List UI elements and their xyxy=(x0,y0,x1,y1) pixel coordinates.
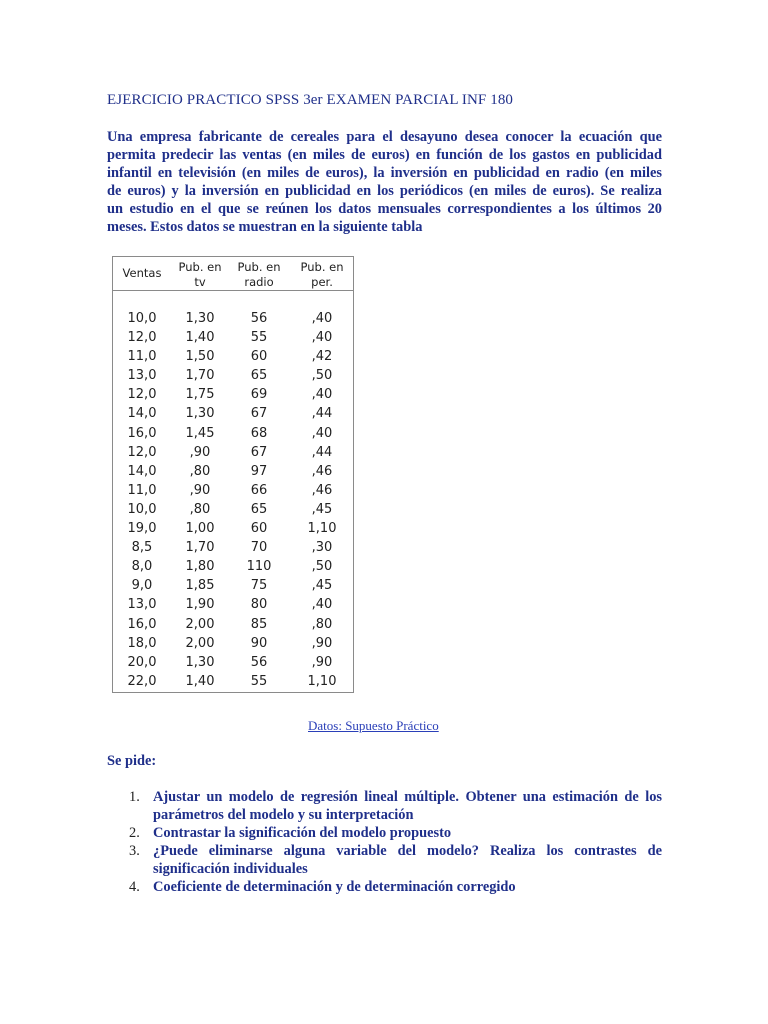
table-cell: 56 xyxy=(250,311,268,326)
table-cell: 11,0 xyxy=(127,349,157,365)
table-body xyxy=(113,309,353,691)
intro-line: de euros) y la inversión en publicidad en los periódicos (en miles de euros). Se realiza xyxy=(107,183,662,199)
table-cell: 1,40 xyxy=(185,673,215,689)
task-item xyxy=(107,788,662,824)
table-row xyxy=(113,481,353,500)
table-cell: 1,90 xyxy=(185,597,215,613)
table-header xyxy=(113,257,353,291)
task-number: 1. xyxy=(129,789,140,805)
table-cell: ,90 xyxy=(189,444,211,460)
task-text: significación individuales xyxy=(153,861,308,877)
intro-line: un estudio en el que se reúnen los datos mensuales correspondientes a los últimos 20 xyxy=(107,201,662,217)
table-cell: 1,40 xyxy=(185,330,215,346)
table-cell: ,30 xyxy=(311,540,333,556)
table-row xyxy=(113,424,353,443)
table-row xyxy=(113,462,353,481)
table-row xyxy=(113,500,353,519)
table-cell: ,44 xyxy=(311,444,333,460)
table-cell: ,90 xyxy=(189,482,211,498)
table-cell: 75 xyxy=(250,578,268,594)
table-cell: ,40 xyxy=(311,387,333,403)
table-cell: 16,0 xyxy=(127,425,157,441)
table-cell: 90 xyxy=(250,635,268,651)
table-cell: 9,0 xyxy=(131,578,153,594)
table-cell: ,40 xyxy=(311,597,333,613)
task-number: 2. xyxy=(129,825,140,841)
table-cell: 12,0 xyxy=(127,444,157,460)
table-cell: 1,30 xyxy=(185,654,215,670)
table-cell: ,50 xyxy=(311,559,333,575)
task-list xyxy=(107,788,662,896)
table-cell: 11,0 xyxy=(127,482,157,498)
table-cell: ,40 xyxy=(311,425,333,441)
table-row xyxy=(113,328,353,347)
table-cell: 12,0 xyxy=(127,330,157,346)
table-cell: 1,70 xyxy=(185,368,215,384)
data-link[interactable]: Datos: Supuesto Práctico xyxy=(308,718,439,733)
intro-line: meses. Estos datos se muestran en la siguiente tabla xyxy=(107,219,423,235)
table-cell: 20,0 xyxy=(127,654,157,670)
table-cell: 65 xyxy=(250,501,268,517)
task-text: parámetros del modelo y su interpretación xyxy=(153,807,414,823)
table-row xyxy=(113,538,353,557)
table-cell: 16,0 xyxy=(127,616,157,632)
table-cell: 1,70 xyxy=(185,540,215,556)
table-cell: 1,10 xyxy=(307,521,337,537)
table-cell: 1,10 xyxy=(307,673,337,689)
task-item xyxy=(107,878,662,896)
table-row xyxy=(113,615,353,634)
table-row xyxy=(113,519,353,538)
table-cell: 67 xyxy=(250,444,268,460)
intro-line: Una empresa fabricante de cereales para el desayuno desea conocer la ecuación que xyxy=(107,129,662,145)
table-cell: 13,0 xyxy=(127,368,157,384)
table-cell: 110 xyxy=(246,559,272,575)
table-cell: ,40 xyxy=(311,330,333,346)
table-cell: ,46 xyxy=(311,482,333,498)
table-cell: 1,00 xyxy=(185,521,215,537)
table-cell: 10,0 xyxy=(127,501,157,517)
intro-paragraph xyxy=(107,128,662,236)
table-cell: 1,75 xyxy=(185,387,215,403)
se-pide-heading: Se pide: xyxy=(107,753,157,769)
table-cell: 70 xyxy=(250,540,268,556)
table-cell: 1,30 xyxy=(185,406,215,422)
table-row xyxy=(113,347,353,366)
table-row xyxy=(113,443,353,462)
table-cell: ,50 xyxy=(311,368,333,384)
table-cell: 65 xyxy=(250,368,268,384)
table-cell: 12,0 xyxy=(127,387,157,403)
table-cell: 55 xyxy=(250,330,268,346)
task-item xyxy=(107,842,662,878)
table-row xyxy=(113,653,353,672)
header-pub-per: Pub. en per. xyxy=(300,260,344,289)
intro-line: infantil en televisión (en miles de euros), la inversión en publicidad en radio (en miles xyxy=(107,165,662,181)
header-ventas: Ventas xyxy=(122,266,162,280)
table-row xyxy=(113,309,353,328)
table-cell: 14,0 xyxy=(127,463,157,479)
table-cell: 97 xyxy=(250,463,268,479)
task-item xyxy=(107,824,662,842)
task-text: Ajustar un modelo de regresión lineal múltiple. Obtener una estimación de los xyxy=(153,789,662,805)
table-cell: ,90 xyxy=(311,654,333,670)
table-cell: 60 xyxy=(250,349,268,365)
table-cell: ,80 xyxy=(189,501,211,517)
table-cell: 60 xyxy=(250,521,268,537)
table-cell: 80 xyxy=(250,597,268,613)
table-cell: ,46 xyxy=(311,463,333,479)
table-row xyxy=(113,672,353,691)
table-cell: ,90 xyxy=(311,635,333,651)
table-cell: 18,0 xyxy=(127,635,157,651)
table-cell: 1,85 xyxy=(185,578,215,594)
table-cell: 2,00 xyxy=(185,635,215,651)
table-row xyxy=(113,366,353,385)
table-cell: 8,5 xyxy=(131,540,153,556)
task-number: 4. xyxy=(129,879,140,895)
table-row xyxy=(113,404,353,423)
document-title: EJERCICIO PRACTICO SPSS 3er EXAMEN PARCIAL INF 180 xyxy=(107,92,514,108)
table-cell: ,80 xyxy=(311,616,333,632)
table-row xyxy=(113,634,353,653)
table-row xyxy=(113,385,353,404)
table-cell: 67 xyxy=(250,406,268,422)
table-cell: 8,0 xyxy=(131,559,153,575)
table-cell: 1,30 xyxy=(185,311,215,326)
task-number: 3. xyxy=(129,843,140,859)
task-text: ¿Puede eliminarse alguna variable del modelo? Realiza los contrastes de xyxy=(153,843,662,859)
table-row xyxy=(113,595,353,614)
table-cell: 85 xyxy=(250,616,268,632)
table-cell: 69 xyxy=(250,387,268,403)
table-cell: 1,45 xyxy=(185,425,215,441)
data-table xyxy=(112,256,354,693)
table-cell: 66 xyxy=(250,482,268,498)
table-cell: ,45 xyxy=(311,501,333,517)
table-row xyxy=(113,576,353,595)
intro-line: permita predecir las ventas (en miles de euros) en función de los gastos en publicidad xyxy=(107,147,662,163)
table-cell: 55 xyxy=(250,673,268,689)
table-cell: 14,0 xyxy=(127,406,157,422)
table-cell: 56 xyxy=(250,654,268,670)
header-pub-tv: Pub. en tv xyxy=(178,260,222,289)
table-cell: ,80 xyxy=(189,463,211,479)
header-pub-radio: Pub. en radio xyxy=(237,260,281,289)
task-text: Contrastar la significación del modelo propuesto xyxy=(153,825,452,841)
task-text: Coeficiente de determinación y de determinación corregido xyxy=(153,879,516,895)
table-cell: 1,80 xyxy=(185,559,215,575)
table-cell: 22,0 xyxy=(127,673,157,689)
table-cell: ,44 xyxy=(311,406,333,422)
table-cell: 10,0 xyxy=(127,311,157,326)
table-cell: ,45 xyxy=(311,578,333,594)
table-cell: ,42 xyxy=(311,349,333,365)
table-cell: 13,0 xyxy=(127,597,157,613)
table-cell: 19,0 xyxy=(127,521,157,537)
table-row xyxy=(113,557,353,576)
table-cell: 1,50 xyxy=(185,349,215,365)
table-cell: ,40 xyxy=(311,311,333,326)
table-cell: 2,00 xyxy=(185,616,215,632)
table-cell: 68 xyxy=(250,425,268,441)
